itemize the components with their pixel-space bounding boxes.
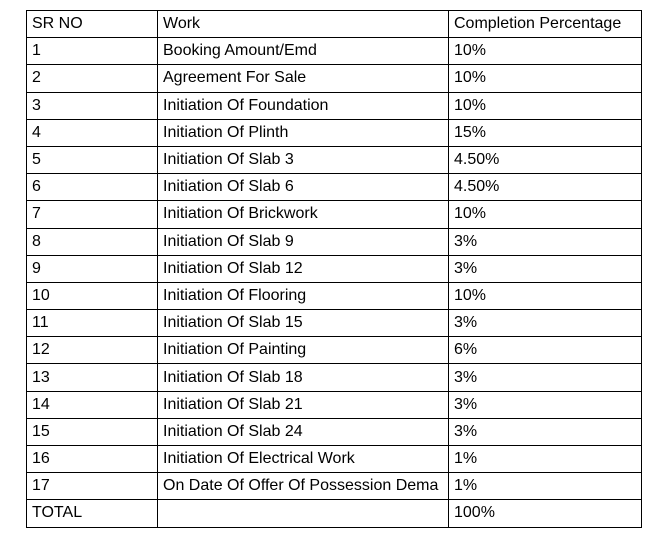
completion-percentage-cell: 4.50% (449, 146, 642, 173)
work-cell: Initiation Of Plinth (158, 119, 449, 146)
completion-percentage-cell: 4.50% (449, 174, 642, 201)
completion-percentage-cell: 3% (449, 418, 642, 445)
completion-percentage-cell: 10% (449, 92, 642, 119)
work-cell: Agreement For Sale (158, 65, 449, 92)
work-cell: Initiation Of Slab 3 (158, 146, 449, 173)
sr-no-cell: 9 (27, 255, 158, 282)
table-row (27, 119, 642, 146)
sr-no-cell: 8 (27, 228, 158, 255)
work-cell: Initiation Of Brickwork (158, 201, 449, 228)
work-cell: Booking Amount/Emd (158, 38, 449, 65)
sr-no-cell: 5 (27, 146, 158, 173)
work-cell: On Date Of Offer Of Possession Dema (158, 473, 449, 500)
completion-percentage-cell: 10% (449, 282, 642, 309)
completion-percentage-cell: 3% (449, 391, 642, 418)
work-cell: Initiation Of Foundation (158, 92, 449, 119)
work-cell (158, 500, 449, 527)
work-cell: Initiation Of Slab 12 (158, 255, 449, 282)
completion-percentage-cell: 3% (449, 310, 642, 337)
table-row (27, 364, 642, 391)
table-row (27, 201, 642, 228)
table-row (27, 282, 642, 309)
table-row (27, 38, 642, 65)
table-row (27, 255, 642, 282)
table-row (27, 446, 642, 473)
sr-no-cell: 6 (27, 174, 158, 201)
work-cell: Work (158, 11, 449, 38)
table-total-row (27, 500, 642, 527)
completion-percentage-cell: 3% (449, 255, 642, 282)
table-row (27, 391, 642, 418)
work-cell: Initiation Of Slab 6 (158, 174, 449, 201)
work-cell: Initiation Of Painting (158, 337, 449, 364)
work-cell: Initiation Of Electrical Work (158, 446, 449, 473)
sr-no-cell: 4 (27, 119, 158, 146)
sr-no-cell: 11 (27, 310, 158, 337)
sr-no-cell: 10 (27, 282, 158, 309)
sr-no-cell: 12 (27, 337, 158, 364)
work-cell: Initiation Of Slab 24 (158, 418, 449, 445)
table-row (27, 473, 642, 500)
table-row (27, 65, 642, 92)
table-row (27, 337, 642, 364)
table-header-row (27, 11, 642, 38)
completion-percentage-cell: 3% (449, 364, 642, 391)
payment-schedule-table (26, 10, 642, 528)
completion-percentage-cell: 1% (449, 446, 642, 473)
sr-no-cell: 16 (27, 446, 158, 473)
completion-percentage-cell: 100% (449, 500, 642, 527)
sr-no-cell: 7 (27, 201, 158, 228)
table-row (27, 228, 642, 255)
table-body (27, 11, 642, 528)
sr-no-cell: 17 (27, 473, 158, 500)
sr-no-cell: 15 (27, 418, 158, 445)
completion-percentage-cell: 1% (449, 473, 642, 500)
completion-percentage-cell: 6% (449, 337, 642, 364)
sr-no-cell: 2 (27, 65, 158, 92)
table-row (27, 310, 642, 337)
completion-percentage-cell: 10% (449, 201, 642, 228)
completion-percentage-cell: 3% (449, 228, 642, 255)
completion-percentage-cell: Completion Percentage (449, 11, 642, 38)
sr-no-cell: 1 (27, 38, 158, 65)
sr-no-cell: 14 (27, 391, 158, 418)
table-row (27, 418, 642, 445)
sr-no-cell: TOTAL (27, 500, 158, 527)
table-row (27, 146, 642, 173)
table-row (27, 174, 642, 201)
work-cell: Initiation Of Slab 18 (158, 364, 449, 391)
completion-percentage-cell: 10% (449, 65, 642, 92)
work-cell: Initiation Of Slab 21 (158, 391, 449, 418)
completion-percentage-cell: 10% (449, 38, 642, 65)
table-row (27, 92, 642, 119)
work-cell: Initiation Of Flooring (158, 282, 449, 309)
sr-no-cell: 3 (27, 92, 158, 119)
sr-no-cell: SR NO (27, 11, 158, 38)
work-cell: Initiation Of Slab 15 (158, 310, 449, 337)
sr-no-cell: 13 (27, 364, 158, 391)
completion-percentage-cell: 15% (449, 119, 642, 146)
work-cell: Initiation Of Slab 9 (158, 228, 449, 255)
